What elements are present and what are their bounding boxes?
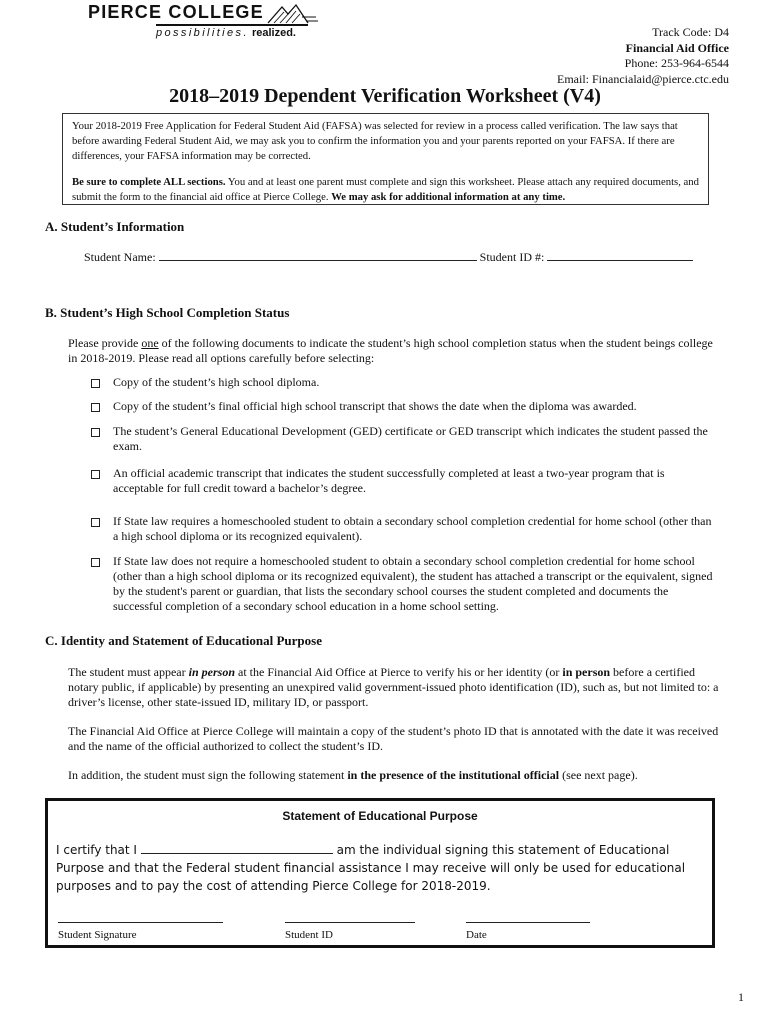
section-b-heading: B. Student’s High School Completion Status [45,305,290,320]
intro-plain: You and at least one parent must complete and sign this worksheet. Please attach any required documents, and submit the form to the financial aid office at Pierce College. [72,176,699,203]
c3-b: in the presence of the institutional official [347,768,560,782]
option-label: An official academic transcript that indicates the student successfully completed at least a two-year program that is acceptable for full credit toward a bachelor’s degree. [113,466,665,495]
student-info-row [84,250,693,265]
intro-bold-2: We may ask for additional information at any time. [331,191,566,203]
logo-name: PIERCE COLLEGE [88,2,264,22]
checkbox[interactable] [91,379,100,388]
option-label: The student’s General Educational Development (GED) certificate or GED transcript which indicates the student passed the exam. [113,424,708,453]
c3-c: (see next page). [559,768,638,782]
student-id-label: Student ID #: [479,250,545,264]
statement-post: am the individual signing this statement of Educational Purpose and that the Federal student financial assistance I may receive will only be used for educational purposes and to pay the cost of attending Pierce College for 2018-2019. [56,843,686,893]
section-b-intro-post: of the following documents to indicate the student’s high school completion status when the student beings college in 2018-2019. Please read all options carefully before selecting: [68,336,713,365]
mountain-logo-icon [266,3,320,25]
contact-block [557,25,729,87]
student-id-line[interactable] [285,922,415,923]
c1-e: before a certified notary public, if applicable) by presenting an unexpired valid government-issued photo identification (ID), such as, but not limited to: a driver’s license, other state-issued ID, military ID, or passport. [68,665,719,709]
office-phone: Phone: 253-964-6544 [624,56,729,70]
section-c-heading: C. Identity and Statement of Educational Purpose [45,633,322,648]
section-a-heading: A. Student’s Information [45,219,185,234]
intro-paragraph: Your 2018-2019 Free Application for Federal Student Aid (FAFSA) was selected for review in a process called verification. The law says that before awarding Federal Student Aid, we may ask you to confirm the information you and your parents reported on your FAFSA. If there are differences, your FAFSA information may be corrected. [72,120,678,162]
logo-tagline [156,27,296,39]
c1-d: in person [562,665,611,679]
c1-a: The student must appear [68,665,189,679]
option-label: Copy of the student’s final official high school transcript that shows the date when the diploma was awarded. [113,399,637,413]
office-email: Email: Financialaid@pierce.ctc.edu [557,71,729,86]
intro-instructions [72,175,699,205]
student-name-field[interactable] [159,260,477,261]
section-b-intro-one: one [141,336,159,350]
checkbox[interactable] [91,518,100,527]
date-line[interactable] [466,922,590,923]
tagline-italic: possibilities. [156,27,249,39]
option-label: If State law requires a homeschooled student to obtain a secondary school completion credential for home school (other than a high school diploma or its recognized equivalent). [113,514,712,543]
statement-title: Statement of Educational Purpose [282,809,478,823]
section-c-paragraph-3 [68,768,718,783]
tagline-bold: realized. [251,27,296,39]
statement-pre: I certify that I [56,843,141,857]
signature-line[interactable] [58,922,223,923]
student-name-label: Student Name: [84,250,156,264]
checkbox[interactable] [91,428,100,437]
c3-a: In addition, the student must sign the following statement [68,768,348,782]
c1-c: at the Financial Aid Office at Pierce to verify his or her identity (or [235,665,563,679]
page-title: 2018–2019 Dependent Verification Worksheet (V4) [169,85,601,107]
certify-name-field[interactable] [141,853,333,854]
page-number: 1 [738,990,744,1004]
c1-b: in person [188,665,235,679]
office-name: Financial Aid Office [625,40,729,55]
section-b-intro [68,336,718,366]
option-label: Copy of the student’s high school diploma. [113,375,320,389]
student-id-sig-label: Student ID [285,929,333,941]
checkbox[interactable] [91,558,100,567]
section-c-paragraph-1 [68,665,720,710]
section-b-intro-pre: Please provide [68,336,142,350]
student-id-field[interactable] [547,260,693,261]
option-label: If State law does not require a homeschooled student to obtain a secondary school completion credential for home school (other than a high school diploma or its recognized equivalent), the student has attached a transcript or the equivalent, signed by the student's parent or guardian, that lists the secondary school courses the student completed and documents the successful completion of a secondary school education in a home school setting. [113,554,713,613]
statement-text [56,841,706,895]
signature-label: Student Signature [58,929,137,941]
checkbox[interactable] [91,470,100,479]
intro-box [62,113,709,205]
checkbox[interactable] [91,403,100,412]
pierce-college-logo [88,2,328,42]
section-c-paragraph-2: The Financial Aid Office at Pierce College will maintain a copy of the student’s photo ID that is annotated with the date it was received and the name of the official authorized to collect the student’s ID. [68,724,719,753]
date-label: Date [466,929,487,941]
intro-bold-1: Be sure to complete ALL sections. [72,176,226,188]
track-code: Track Code: D4 [652,25,729,39]
